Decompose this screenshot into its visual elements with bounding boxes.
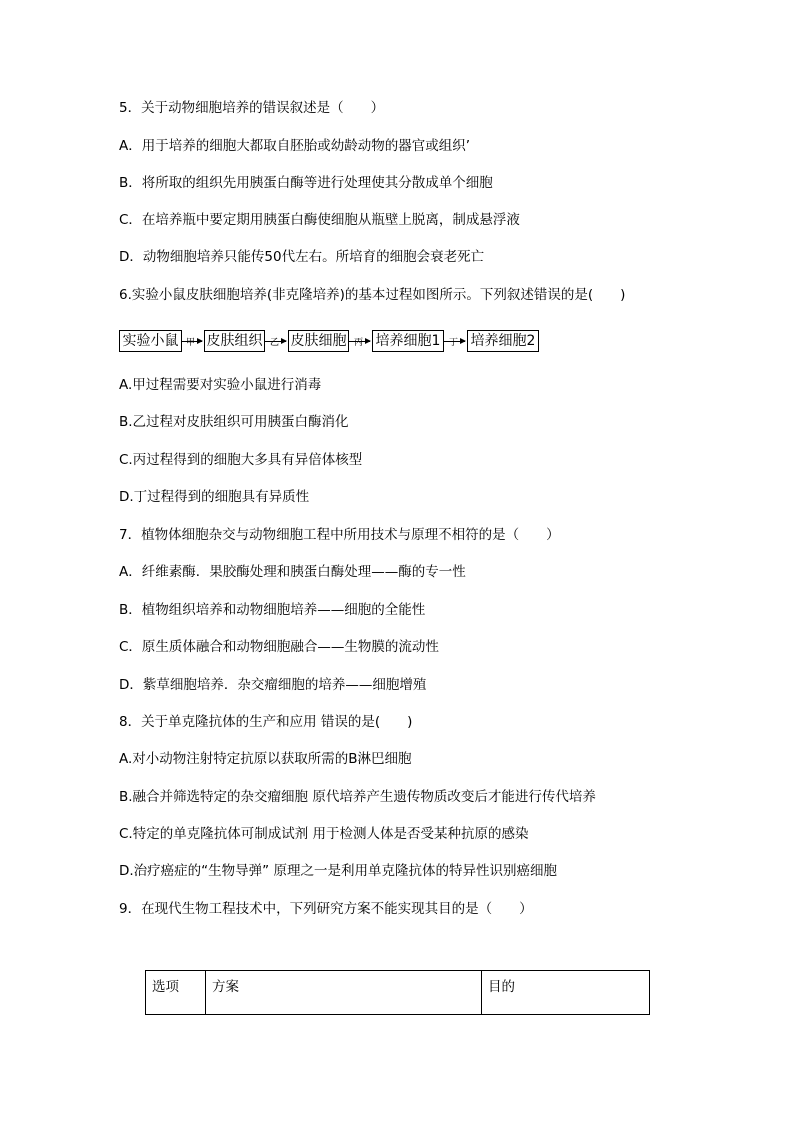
- question-5-option-c: C．在培养瓶中要定期用胰蛋白酶使细胞从瓶壁上脱离，制成悬浮液: [119, 212, 520, 228]
- question-8-option-a: A.对小动物注射特定抗原以获取所需的B淋巴细胞: [119, 751, 412, 767]
- question-6-option-d: D.丁过程得到的细胞具有异质性: [119, 489, 310, 505]
- question-7-stem: 7．植物体细胞杂交与动物细胞工程中所用技术与原理不相符的是（ ）: [119, 527, 560, 543]
- question-6-stem: 6.实验小鼠皮肤细胞培养(非克隆培养)的基本过程如图所示。下列叙述错误的是( ): [119, 287, 626, 303]
- flow-arrow-ding: [444, 338, 465, 348]
- flow-box-skin-tissue: 皮肤组织: [204, 330, 265, 352]
- table-header-purpose: 目的: [482, 971, 650, 1015]
- question-9-stem: 9．在现代生物工程技术中，下列研究方案不能实现其目的是（ ）: [119, 901, 533, 917]
- question-7-option-c: C．原生质体融合和动物细胞融合——生物膜的流动性: [119, 639, 439, 655]
- flow-arrow-label: 甲: [186, 338, 196, 348]
- flow-arrow-label: 丙: [354, 338, 364, 348]
- flow-arrow-bing: [349, 338, 370, 348]
- flow-box-culture-cell-2: 培养细胞2: [467, 330, 539, 352]
- question-8-option-d: D.治疗癌症的“生物导弹” 原理之一是利用单克隆抗体的特异性识别癌细胞: [119, 863, 557, 879]
- flow-box-skin-cell: 皮肤细胞: [288, 330, 349, 352]
- question-5-option-a: A．用于培养的细胞大都取自胚胎或幼龄动物的器官或组织’: [119, 138, 471, 154]
- question-7-option-a: A．纤维素酶．果胶酶处理和胰蛋白酶处理——酶的专一性: [119, 564, 466, 580]
- question-6-option-c: C.丙过程得到的细胞大多具有异倍体核型: [119, 452, 363, 468]
- flow-box-culture-cell-1: 培养细胞1: [372, 330, 444, 352]
- flow-arrow-yi: [265, 338, 286, 348]
- question-6-option-b: B.乙过程对皮肤组织可用胰蛋白酶消化: [119, 414, 349, 430]
- question-5-option-d: D．动物细胞培养只能传50代左右。所培育的细胞会衰老死亡: [119, 249, 485, 265]
- question-5-stem: 5．关于动物细胞培养的错误叙述是（ ）: [119, 100, 385, 116]
- options-table: [145, 970, 650, 1015]
- question-7-option-b: B．植物组织培养和动物细胞培养——细胞的全能性: [119, 602, 426, 618]
- question-8-stem: 8．关于单克隆抗体的生产和应用 错误的是( ): [119, 714, 413, 730]
- question-8-option-b: B.融合并筛选特定的杂交瘤细胞 原代培养产生遗传物质改变后才能进行传代培养: [119, 789, 596, 805]
- question-5-option-b: B．将所取的组织先用胰蛋白酶等进行处理使其分散成单个细胞: [119, 175, 493, 191]
- flow-arrow-label: 丁: [449, 338, 459, 348]
- flow-arrow-label: 乙: [270, 338, 280, 348]
- flow-arrow-jia: [182, 338, 202, 348]
- flow-box-mouse: 实验小鼠: [119, 330, 182, 352]
- table-header-option: 选项: [146, 971, 206, 1015]
- table-row: [146, 971, 650, 1015]
- question-7-option-d: D．紫草细胞培养．杂交瘤细胞的培养——细胞增殖: [119, 677, 427, 693]
- question-8-option-c: C.特定的单克隆抗体可制成试剂 用于检测人体是否受某种抗原的感染: [119, 826, 529, 842]
- table-header-plan: 方案: [206, 971, 482, 1015]
- question-6-option-a: A.甲过程需要对实验小鼠进行消毒: [119, 377, 322, 393]
